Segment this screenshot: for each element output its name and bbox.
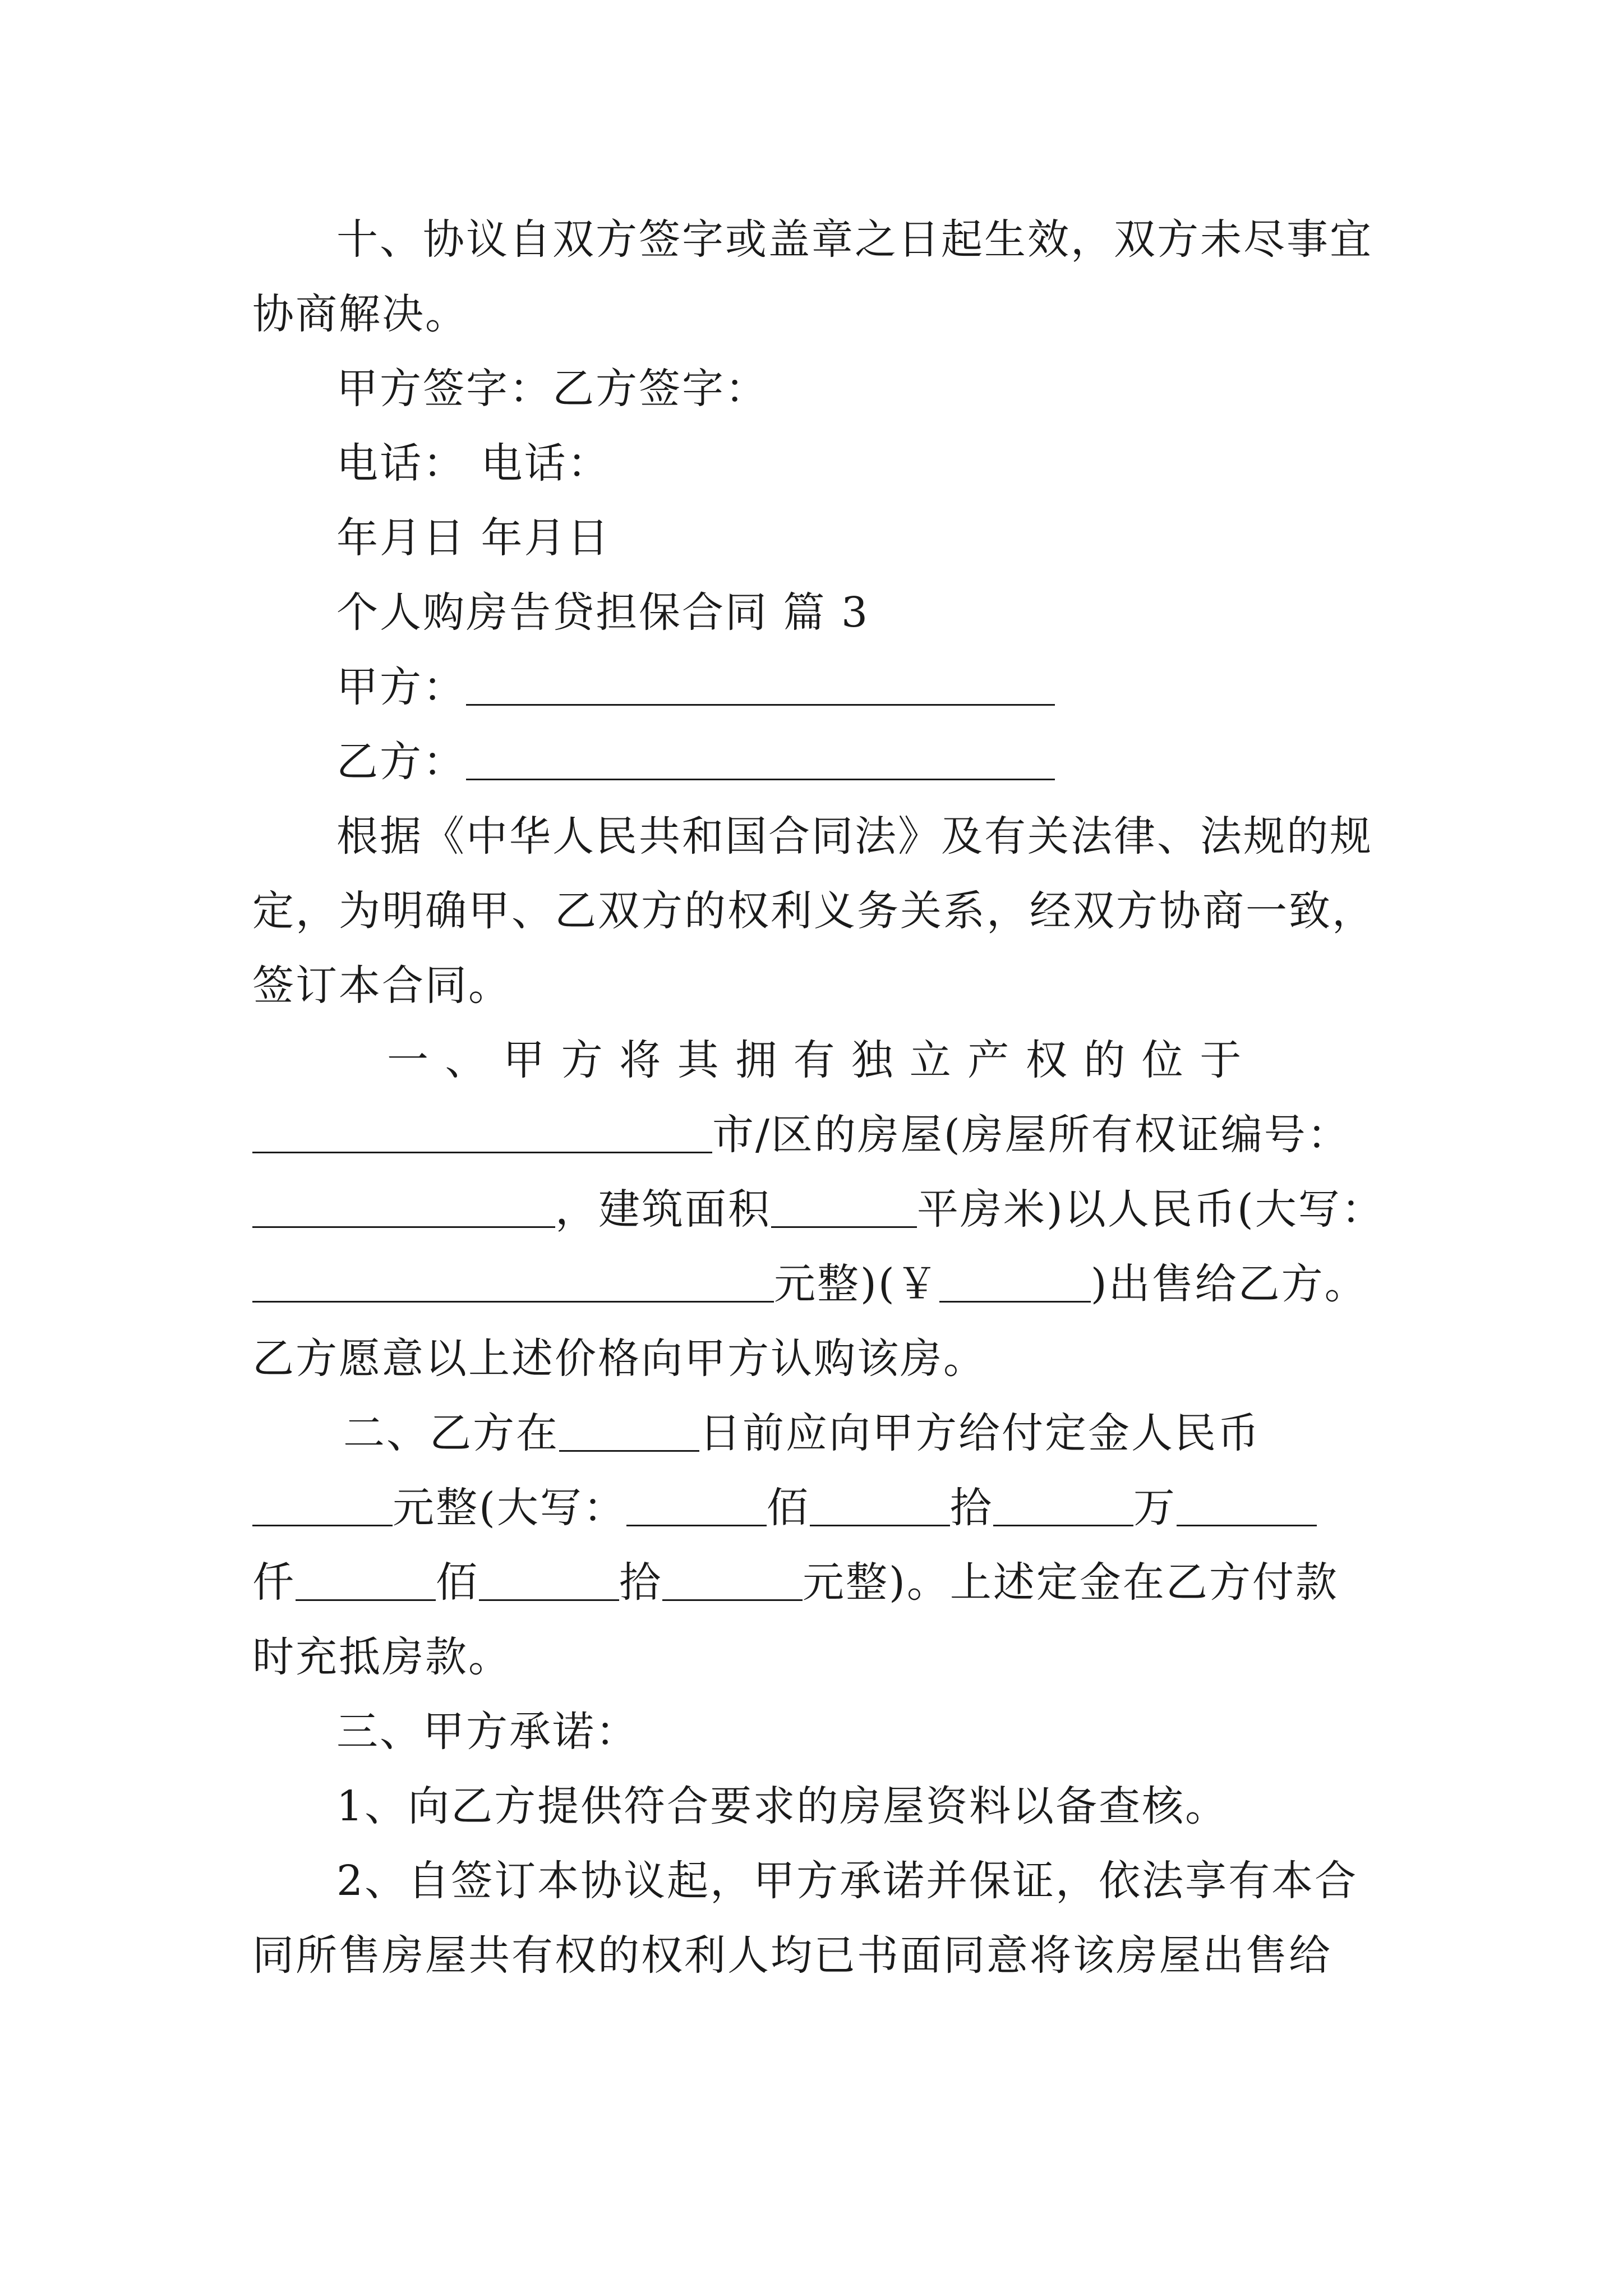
clause-text: 拾 xyxy=(619,1558,662,1607)
location-blank xyxy=(252,1110,712,1153)
clause-text: 佰 xyxy=(436,1558,479,1607)
paragraph-line: 签订本合同。 xyxy=(252,961,511,1010)
blank-bai-1 xyxy=(626,1483,767,1526)
paragraph-line: 乙方愿意以上述价格向甲方认购该房。 xyxy=(252,1335,986,1383)
blank-shi-2 xyxy=(479,1558,619,1601)
paragraph-line: 1、向乙方提供符合要求的房屋资料以备查核。 xyxy=(336,1782,1229,1830)
deposit-date-blank xyxy=(559,1409,699,1452)
party-b-label: 乙方： xyxy=(336,738,466,786)
signature-line: 甲方签字：乙方签字： xyxy=(336,365,768,413)
clause-three-title: 三、甲方承诺： xyxy=(336,1708,639,1756)
clause-text: 万 xyxy=(1133,1484,1177,1532)
clause-text: )出售给乙方。 xyxy=(1090,1260,1368,1308)
paragraph-line: 2、自签订本协议起，甲方承诺并保证，依法享有本合 xyxy=(336,1857,1358,1905)
clause-text: 佰 xyxy=(766,1484,810,1532)
clause-text: 日前应向甲方给付定金人民币 xyxy=(699,1409,1261,1457)
party-b-blank xyxy=(466,737,1055,780)
price-number-blank xyxy=(939,1259,1091,1303)
blank-qian xyxy=(1177,1483,1317,1526)
party-a-blank xyxy=(466,662,1055,706)
clause-text: 仟 xyxy=(252,1558,296,1607)
certificate-blank xyxy=(252,1185,555,1228)
section-title: 个人购房告贷担保合同 篇 3 xyxy=(336,588,870,637)
price-words-blank xyxy=(252,1259,774,1303)
clause-text: 平房米)以人民币(大写： xyxy=(917,1185,1385,1234)
clause-one-line xyxy=(252,1253,1385,1315)
clause-text: 元整)。上述定金在乙方付款 xyxy=(803,1558,1339,1607)
blank-bai-2 xyxy=(296,1558,436,1601)
paragraph-line: 根据《中华人民共和国合同法》及有关法律、法规的规 xyxy=(336,812,1373,861)
blank-shi-1 xyxy=(810,1483,950,1526)
paragraph-line: 协商解决。 xyxy=(252,290,468,338)
clause-text: 元整)(￥ xyxy=(774,1260,939,1308)
area-blank xyxy=(771,1185,917,1228)
party-b-line xyxy=(336,731,1385,793)
date-line: 年月日 年月日 xyxy=(336,514,611,562)
clause-text: 市/区的房屋(房屋所有权证编号： xyxy=(712,1111,1350,1159)
clause-text: 元整(大写： xyxy=(393,1484,626,1532)
paragraph-line: 定，为明确甲、乙双方的权利义务关系，经双方协商一致， xyxy=(252,887,1375,935)
party-a-label: 甲方： xyxy=(336,663,466,711)
clause-one-line xyxy=(252,1179,1385,1240)
party-a-line xyxy=(336,656,1385,718)
clause-text: 拾 xyxy=(949,1484,993,1532)
deposit-amount-blank xyxy=(252,1483,393,1526)
clause-text: ，建筑面积 xyxy=(555,1185,771,1234)
blank-yuan xyxy=(662,1558,803,1601)
clause-one-line xyxy=(252,1104,1385,1166)
blank-wan xyxy=(993,1483,1133,1526)
paragraph-line: 同所售房屋共有权的权利人均已书面同意将该房屋出售给 xyxy=(252,1931,1332,1980)
paragraph-line: 十、协议自双方签字或盖章之日起生效，双方未尽事宜 xyxy=(336,215,1373,264)
clause-two-line xyxy=(343,1402,1385,1464)
phone-line: 电话： 电话： xyxy=(336,439,611,487)
clause-two-line xyxy=(252,1477,1385,1539)
clause-one-line: 一 、 甲 方 将 其 拥 有 独 立 产 权 的 位 于 xyxy=(387,1036,1243,1084)
paragraph-line: 时充抵房款。 xyxy=(252,1633,511,1681)
clause-text: 二、乙方在 xyxy=(343,1409,559,1457)
clause-two-line xyxy=(252,1552,1385,1613)
